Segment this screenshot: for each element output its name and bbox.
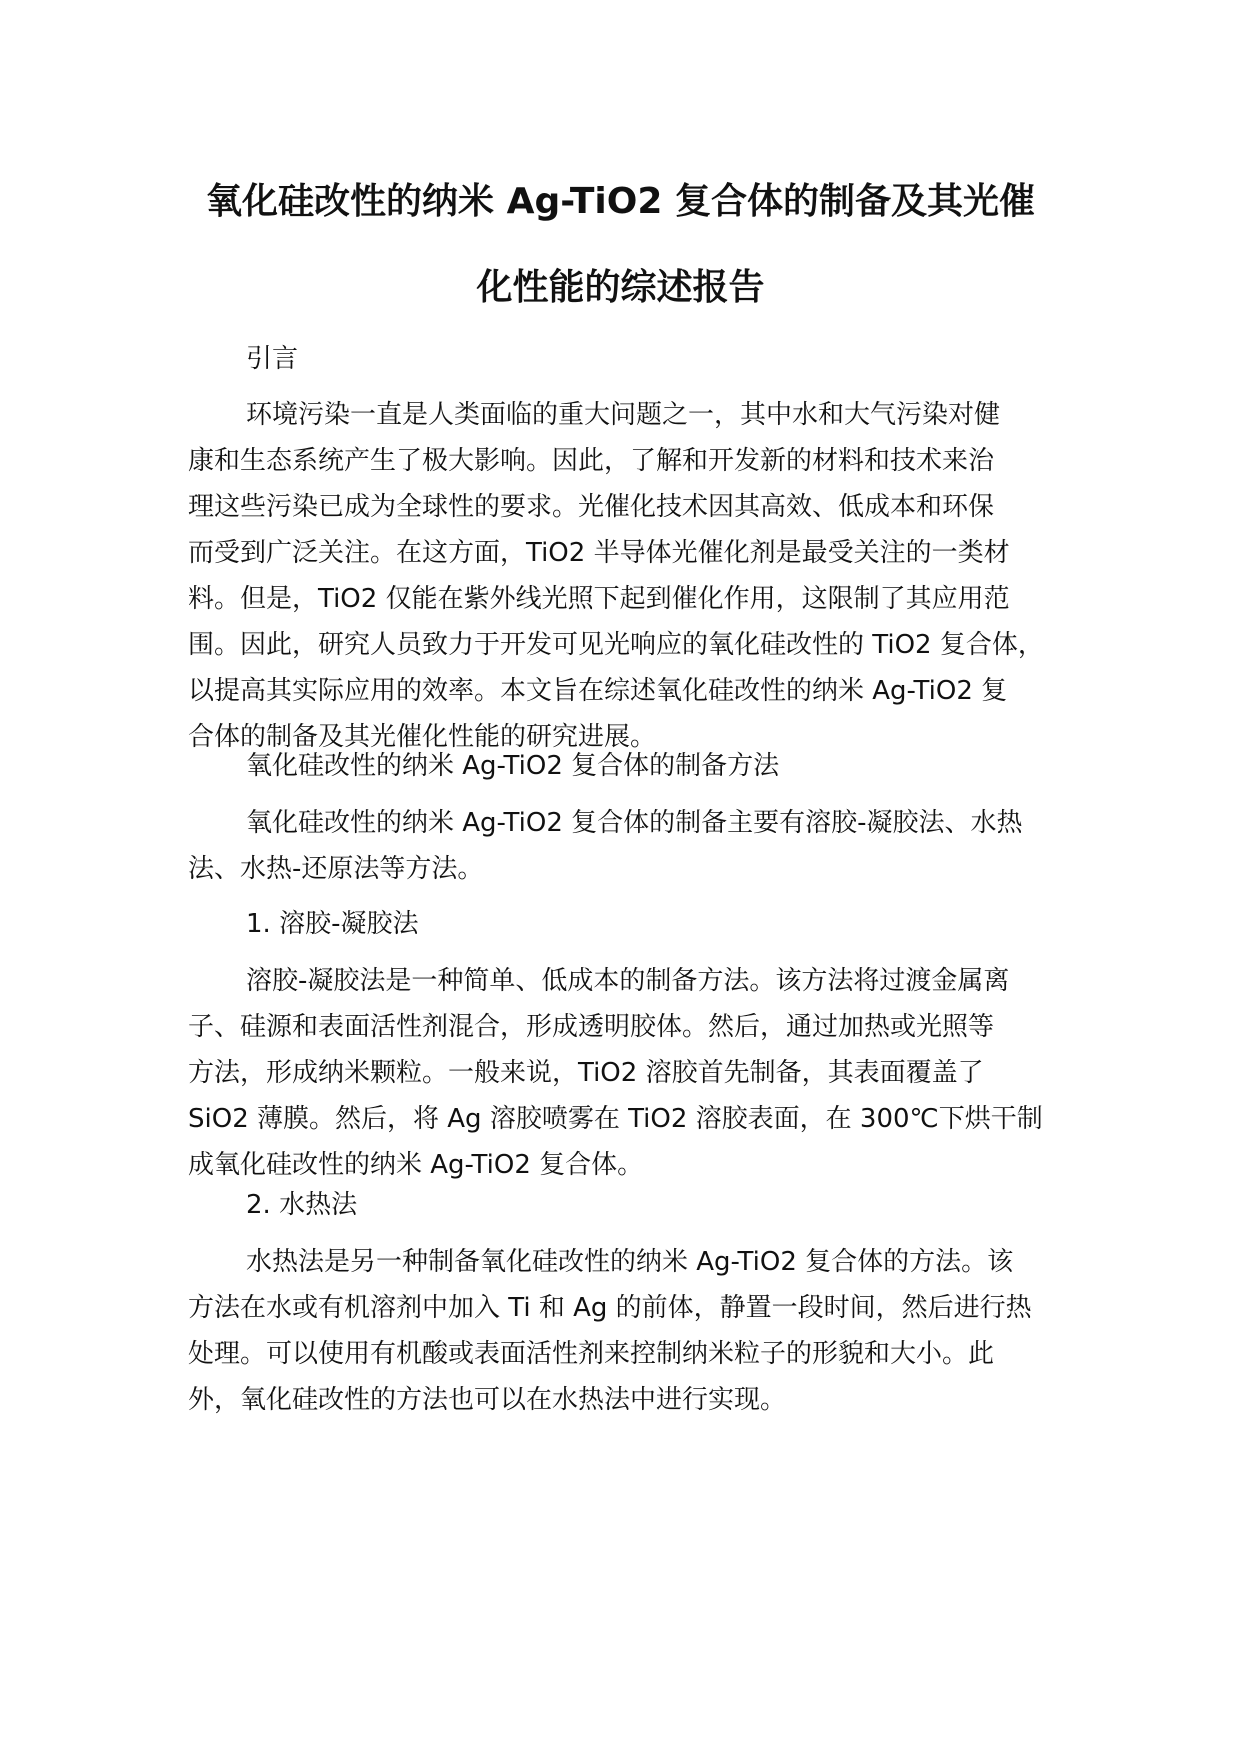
intro-line: 合体的制备及其光催化性能的研究进展。 xyxy=(188,722,657,752)
intro-heading-text: 引言 xyxy=(246,344,299,374)
methods-line: 法、水热-还原法等方法。 xyxy=(188,854,484,884)
hydrothermal-line: 方法在水或有机溶剂中加入 Ti 和 Ag 的前体，静置一段时间，然后进行热 xyxy=(188,1293,1032,1323)
sol-gel-paragraph xyxy=(188,958,1058,1188)
sol-gel-heading-text: 1. 溶胶-凝胶法 xyxy=(246,909,419,939)
hydrothermal-heading xyxy=(188,1182,1058,1228)
intro-line: 围。因此，研究人员致力于开发可见光响应的氧化硅改性的 TiO2 复合体， xyxy=(188,630,1044,660)
intro-heading xyxy=(188,336,1058,382)
hydrothermal-paragraph xyxy=(188,1239,1058,1423)
methods-heading-text: 氧化硅改性的纳米 Ag-TiO2 复合体的制备方法 xyxy=(246,751,780,781)
intro-line: 料。但是，TiO2 仅能在紫外线光照下起到催化作用，这限制了其应用范 xyxy=(188,584,1010,614)
intro-line: 以提高其实际应用的效率。本文旨在综述氧化硅改性的纳米 Ag-TiO2 复 xyxy=(188,676,1008,706)
sol-gel-line: 溶胶-凝胶法是一种简单、低成本的制备方法。该方法将过渡金属离 xyxy=(246,966,1010,996)
document-title-line-2: 化性能的综述报告 xyxy=(476,267,765,308)
hydrothermal-line: 外，氧化硅改性的方法也可以在水热法中进行实现。 xyxy=(188,1385,787,1415)
document-title-line-1: 氧化硅改性的纳米 Ag-TiO2 复合体的制备及其光催 xyxy=(206,181,1035,222)
hydrothermal-line: 处理。可以使用有机酸或表面活性剂来控制纳米粒子的形貌和大小。此 xyxy=(188,1339,995,1369)
methods-heading xyxy=(188,743,1058,789)
sol-gel-line: 子、硅源和表面活性剂混合，形成透明胶体。然后，通过加热或光照等 xyxy=(188,1012,995,1042)
intro-paragraph xyxy=(188,392,1058,760)
hydrothermal-heading-text: 2. 水热法 xyxy=(246,1190,358,1220)
sol-gel-line: SiO2 薄膜。然后，将 Ag 溶胶喷雾在 TiO2 溶胶表面，在 300℃下烘干制 xyxy=(188,1104,1043,1134)
sol-gel-line: 方法，形成纳米颗粒。一般来说，TiO2 溶胶首先制备，其表面覆盖了 xyxy=(188,1058,984,1088)
sol-gel-heading xyxy=(188,901,1058,947)
hydrothermal-line: 水热法是另一种制备氧化硅改性的纳米 Ag-TiO2 复合体的方法。该 xyxy=(246,1247,1014,1277)
intro-line: 理这些污染已成为全球性的要求。光催化技术因其高效、低成本和环保 xyxy=(188,492,995,522)
intro-line: 而受到广泛关注。在这方面，TiO2 半导体光催化剂是最受关注的一类材 xyxy=(188,538,1010,568)
sol-gel-line: 成氧化硅改性的纳米 Ag-TiO2 复合体。 xyxy=(188,1150,644,1180)
methods-line: 氧化硅改性的纳米 Ag-TiO2 复合体的制备主要有溶胶-凝胶法、水热 xyxy=(246,808,1023,838)
methods-paragraph xyxy=(188,800,1058,892)
intro-line: 康和生态系统产生了极大影响。因此，了解和开发新的材料和技术来治 xyxy=(188,446,995,476)
intro-line: 环境污染一直是人类面临的重大问题之一，其中水和大气污染对健 xyxy=(246,400,1001,430)
